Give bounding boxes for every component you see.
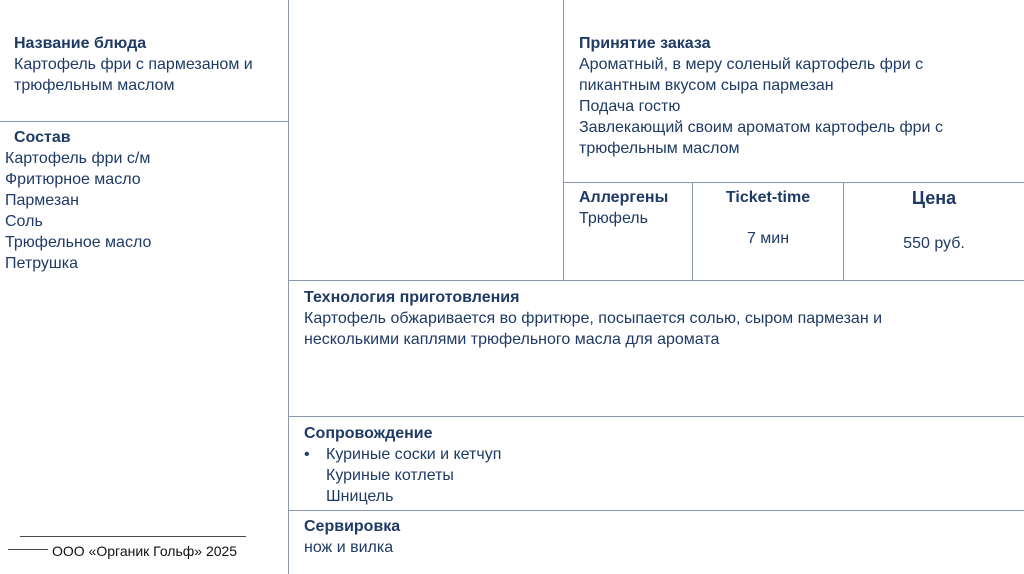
accompaniment-item: Шницель xyxy=(326,488,394,505)
ingredient-item: Трюфельное масло xyxy=(5,234,152,251)
divider-order-info xyxy=(563,182,1024,183)
accompaniment-list-item xyxy=(304,486,1019,507)
footer-rule-top xyxy=(20,536,246,537)
accompaniment-item: Куриные котлеты xyxy=(326,467,454,484)
accompaniment-section xyxy=(304,423,1019,507)
divider-name-composition xyxy=(0,121,288,122)
technology-section xyxy=(304,287,1019,350)
divider-info-technology xyxy=(288,280,1024,281)
ingredient-item: Пармезан xyxy=(5,192,79,209)
ingredient-item: Петрушка xyxy=(5,255,78,272)
allergens-section xyxy=(579,187,689,229)
dish-name-heading: Название блюда xyxy=(14,35,147,52)
divider-left-column xyxy=(288,0,289,574)
order-line: трюфельным маслом xyxy=(579,140,740,157)
order-line: Подача гостю xyxy=(579,98,681,115)
composition-heading: Состав xyxy=(14,129,71,146)
bullet-icon: • xyxy=(304,446,310,463)
dish-name-line: Картофель фри с пармезаном и xyxy=(14,56,253,73)
ticket-time-heading: Ticket-time xyxy=(725,189,811,206)
footer-rule-bottom xyxy=(8,549,48,550)
order-heading: Принятие заказа xyxy=(579,35,711,52)
ticket-time-value: 7 мин xyxy=(746,230,790,247)
price-value: 550 руб. xyxy=(903,235,965,252)
dish-name-line: трюфельным маслом xyxy=(14,77,175,94)
accompaniment-heading: Сопровождение xyxy=(304,425,433,442)
ingredient-item: Соль xyxy=(5,213,43,230)
accompaniment-item: Куриные соски и кетчуп xyxy=(326,446,502,463)
technology-heading: Технология приготовления xyxy=(304,289,520,306)
order-line: Ароматный, в меру соленый картофель фри с xyxy=(579,56,924,73)
ingredient-item: Картофель фри с/м xyxy=(5,150,151,167)
technology-line: Картофель обжаривается во фритюре, посыпается солью, сыром пармезан и xyxy=(304,310,883,327)
dish-name-section xyxy=(14,33,284,96)
footer-company-text: ООО «Органик Гольф» 2025 xyxy=(52,543,238,559)
serving-heading: Сервировка xyxy=(304,518,401,535)
order-line: пикантным вкусом сыра пармезан xyxy=(579,77,834,94)
technology-line: несколькими каплями трюфельного масла для аромата xyxy=(304,331,720,348)
accompaniment-list-item xyxy=(304,444,1019,465)
allergens-heading: Аллергены xyxy=(579,189,669,206)
price-section xyxy=(844,187,1024,254)
serving-value: нож и вилка xyxy=(304,539,394,556)
serving-section xyxy=(304,516,1019,558)
divider-accompaniment-serving xyxy=(288,510,1024,511)
price-heading: Цена xyxy=(911,188,957,208)
order-section xyxy=(579,33,1019,159)
ingredient-item: Фритюрное масло xyxy=(5,171,141,188)
divider-middle-column xyxy=(563,0,564,281)
allergens-value: Трюфель xyxy=(579,210,648,227)
divider-technology-accompaniment xyxy=(288,416,1024,417)
order-line: Завлекающий своим ароматом картофель фри с xyxy=(579,119,943,136)
accompaniment-list-item xyxy=(304,465,1019,486)
composition-section xyxy=(5,127,285,274)
ticket-time-section xyxy=(693,187,843,249)
